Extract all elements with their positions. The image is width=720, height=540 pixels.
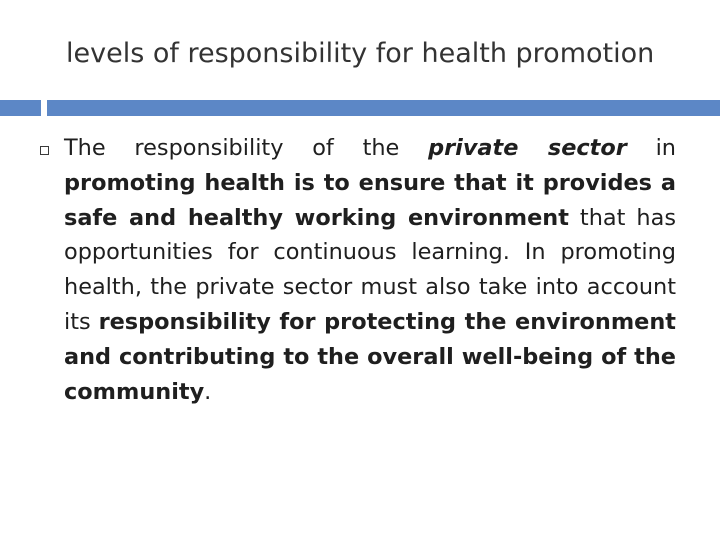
text-segment: that has opportunities for continuous learning. In promoting health, the private sector must also take into account its (64, 204, 676, 335)
accent-bar-right (47, 100, 720, 116)
text-segment: The responsibility of the (64, 135, 429, 161)
accent-bar-left (0, 100, 41, 116)
text-segment-emphasis: private sector (428, 135, 627, 161)
text-segment-emphasis: promoting health is to ensure that it provides a safe and healthy working environment (64, 169, 676, 231)
text-segment-emphasis: responsibility for protecting the environment and contributing to the overall well-being of the community (64, 308, 676, 405)
text-segment: in (626, 135, 676, 161)
text-segment: . (204, 378, 212, 405)
hollow-square-icon (40, 146, 49, 155)
slide-title: levels of responsibility for health promotion (66, 38, 655, 69)
bullet-text (64, 131, 676, 409)
